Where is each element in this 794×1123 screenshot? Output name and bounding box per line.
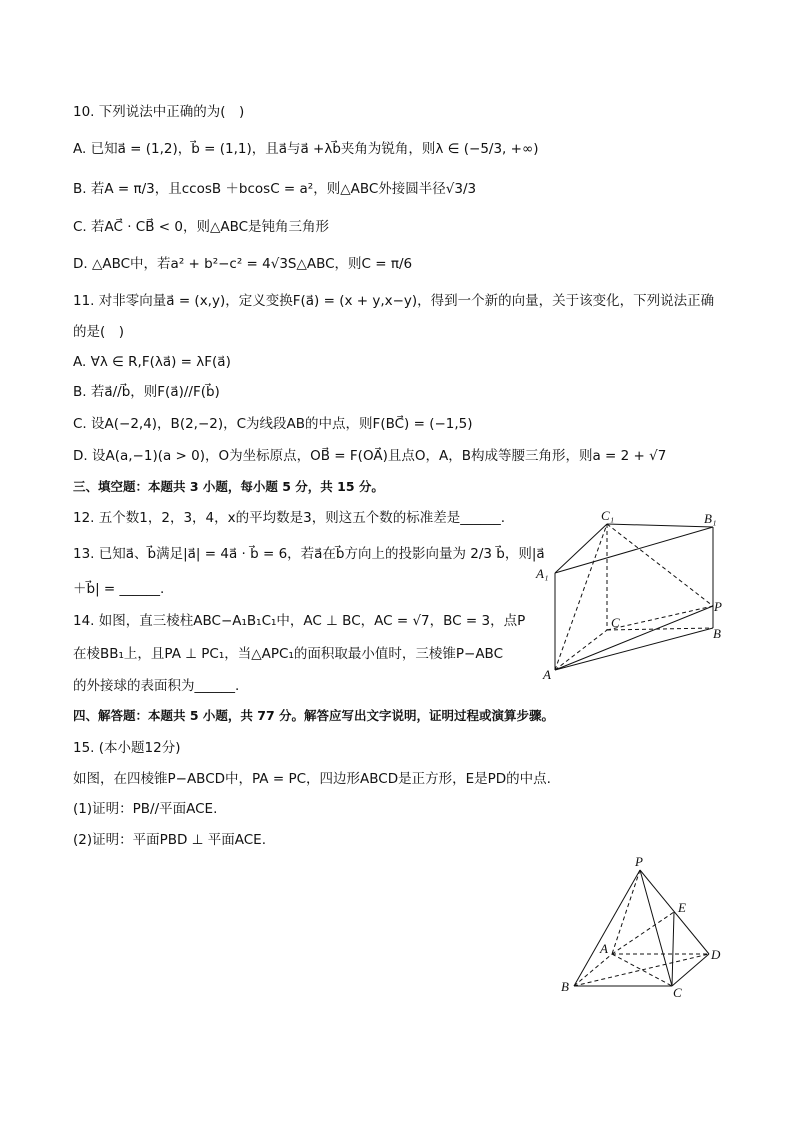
segment-ae [612, 912, 674, 954]
section4-heading: 四、解答题：本题共 5 小题，共 77 分。解答应写出文字说明，证明过程或演算步骤。 [73, 708, 555, 723]
edge-ba [574, 954, 612, 986]
q11-stem-line2: 的是( ) [73, 324, 125, 340]
q14-line2: 在棱BB₁上，且PA ⊥ PC₁，当△APC₁的面积取最小值时，三棱锥P−ABC [73, 646, 504, 662]
q11-option-c: C. 设A(−2,4)，B(2,−2)，C为线段AB的中点，则F(BC⃗) = (−1,5) [73, 416, 473, 432]
pyramid-figure [555, 850, 730, 1000]
edge-cb [607, 628, 713, 630]
edge-c1b1 [607, 524, 713, 527]
q14-line3: 的外接球的表面积为______. [73, 678, 240, 694]
diag-ac [612, 954, 672, 986]
q10-option-c: C. 若AC⃗ · CB⃗ < 0，则△ABC是钝角三角形 [73, 219, 330, 235]
q10-option-b: B. 若A = π/3，且ccosB ＋bcosC = a²，则△ABC外接圆半径√3/3 [73, 181, 477, 197]
label-a: A [543, 667, 551, 682]
q11-option-b: B. 若a⃗//b⃗，则F(a⃗)//F(b⃗) [73, 384, 220, 400]
q15-part2: (2)证明：平面PBD ⊥ 平面ACE. [73, 832, 267, 848]
segment-ce [672, 912, 674, 986]
label-b1: B₁ [704, 511, 717, 526]
label-c: C [673, 985, 682, 1000]
q14-line1: 14. 如图，直三棱柱ABC−A₁B₁C₁中，AC ⊥ BC，AC = √7，BC = 3，点P [73, 613, 526, 629]
segment-c1p [607, 524, 713, 606]
segment-ac1 [555, 524, 607, 670]
label-p: P [635, 854, 643, 869]
edge-ac [555, 630, 607, 670]
prism-figure [530, 505, 730, 685]
label-a1: A₁ [536, 566, 549, 581]
q11-option-a: A. ∀λ ∈ R,F(λa⃗) = λF(a⃗) [73, 354, 231, 370]
edge-ab [555, 628, 713, 670]
q10-option-a: A. 已知a⃗ = (1,2)，b⃗ = (1,1)，且a⃗与a⃗ +λb⃗夹角为锐角，则λ ∈ (−5/3, +∞) [73, 141, 539, 157]
q12: 12. 五个数1，2，3，4，x的平均数是3，则这五个数的标准差是______. [73, 510, 505, 526]
q11-option-d: D. 设A(a,−1)(a > 0)，O为坐标原点，OB⃗ = F(OA⃗)且点O，A，B构成等腰三角形，则a = 2 + √7 [73, 448, 667, 464]
q15-header: 15. (本小题12分) [73, 740, 181, 756]
label-b: B [561, 979, 569, 994]
segment-cp [607, 606, 713, 630]
edge-pc [640, 870, 672, 986]
segment-ap [555, 606, 713, 670]
label-e: E [678, 900, 686, 915]
q13-line1: 13. 已知a⃗、b⃗满足|a⃗| = 4a⃗ · b⃗ = 6，若a⃗在b⃗方向上的投影向量为 2/3 b⃗，则|a⃗ [73, 546, 545, 562]
label-a: A [600, 941, 608, 956]
q15-part1: (1)证明：PB//平面ACE. [73, 801, 218, 817]
q13-line2: ＋b⃗| = ______. [73, 581, 165, 597]
section3-heading: 三、填空题：本题共 3 小题，每小题 5 分，共 15 分。 [73, 479, 384, 494]
q11-stem-line1: 11. 对非零向量a⃗ = (x,y)，定义变换F(a⃗) = (x + y,x−y)，得到一个新的向量，关于该变化，下列说法正确 [73, 293, 715, 309]
label-d: D [711, 947, 721, 962]
edge-pd [640, 870, 709, 954]
edge-pb [574, 870, 640, 986]
label-c: C [611, 615, 620, 630]
q15-stem: 如图，在四棱锥P−ABCD中，PA = PC，四边形ABCD是正方形，E是PD的中点. [73, 771, 551, 787]
q10-stem: 10. 下列说法中正确的为( ) [73, 104, 245, 120]
q10-option-d: D. △ABC中，若a² + b²−c² = 4√3S△ABC，则C = π/6 [73, 256, 413, 272]
label-b: B [713, 626, 721, 641]
label-c1: C₁ [601, 508, 615, 523]
label-p: P [714, 599, 722, 614]
diag-bd [574, 954, 709, 986]
